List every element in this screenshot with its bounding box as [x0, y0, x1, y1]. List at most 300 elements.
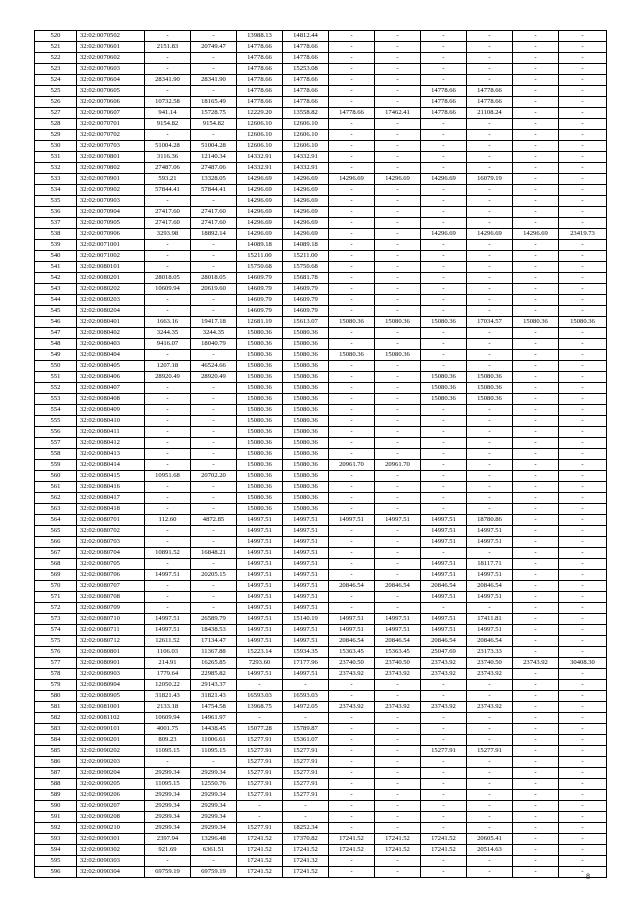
value-cell: 20846.54 [375, 636, 421, 647]
value-cell: 14609.79 [237, 273, 283, 284]
value-cell: 12050.22 [145, 680, 191, 691]
value-cell: - [513, 746, 559, 757]
empty-cell: - [559, 42, 607, 53]
value-cell: 14997.51 [375, 625, 421, 636]
value-cell: 14997.51 [283, 603, 329, 614]
value-cell: - [421, 350, 467, 361]
value-cell: - [513, 647, 559, 658]
value-cell: - [329, 130, 375, 141]
value-cell: - [145, 449, 191, 460]
value-cell: 15080.36 [283, 350, 329, 361]
row-number-cell: 591 [35, 812, 77, 823]
table-row [35, 504, 607, 515]
value-cell: - [191, 394, 237, 405]
value-cell: 14997.51 [237, 636, 283, 647]
value-cell: 23743.92 [467, 669, 513, 680]
value-cell: 15750.68 [237, 262, 283, 273]
value-cell: - [375, 64, 421, 75]
value-cell: - [329, 427, 375, 438]
value-cell: - [375, 559, 421, 570]
value-cell: - [145, 460, 191, 471]
value-cell: 17462.41 [375, 108, 421, 119]
value-cell: - [421, 251, 467, 262]
value-cell: - [513, 603, 559, 614]
cadastral-number-cell: 32:02:0080705 [77, 559, 145, 570]
value-cell: - [329, 812, 375, 823]
value-cell: 14997.51 [421, 515, 467, 526]
value-cell: - [467, 504, 513, 515]
value-cell: 14812.44 [283, 31, 329, 42]
value-cell: 14609.79 [237, 284, 283, 295]
value-cell: - [467, 691, 513, 702]
value-cell: - [513, 592, 559, 603]
table-row [35, 691, 607, 702]
empty-cell: - [559, 174, 607, 185]
empty-cell: - [559, 801, 607, 812]
table-row [35, 394, 607, 405]
value-cell: - [329, 504, 375, 515]
value-cell: - [513, 724, 559, 735]
value-cell: 15211.00 [283, 251, 329, 262]
row-number-cell: 542 [35, 273, 77, 284]
value-cell: 27417.60 [191, 218, 237, 229]
value-cell: - [191, 581, 237, 592]
value-cell: - [191, 64, 237, 75]
row-number-cell: 569 [35, 570, 77, 581]
value-cell: 14296.69 [237, 185, 283, 196]
value-cell: - [375, 262, 421, 273]
cadastral-number-cell: 32:02:0070502 [77, 31, 145, 42]
cadastral-number-cell: 32:02:0090302 [77, 845, 145, 856]
value-cell: - [145, 64, 191, 75]
value-cell: - [421, 295, 467, 306]
table-row [35, 515, 607, 526]
value-cell: 15277.91 [237, 735, 283, 746]
table-row [35, 636, 607, 647]
row-number-cell: 564 [35, 515, 77, 526]
value-cell: 921.69 [145, 845, 191, 856]
value-cell: 12611.52 [145, 636, 191, 647]
value-cell: - [329, 284, 375, 295]
value-cell: 27417.60 [145, 218, 191, 229]
value-cell: 29299.34 [145, 812, 191, 823]
cadastral-number-cell: 32:02:0080701 [77, 515, 145, 526]
value-cell: 10609.94 [145, 284, 191, 295]
table-row [35, 53, 607, 64]
value-cell: - [513, 97, 559, 108]
value-cell: - [513, 284, 559, 295]
value-cell: 15080.36 [513, 317, 559, 328]
empty-cell: - [559, 449, 607, 460]
value-cell: 15080.36 [237, 493, 283, 504]
value-cell: - [421, 504, 467, 515]
value-cell: 15080.36 [237, 427, 283, 438]
value-cell: 14754.58 [191, 702, 237, 713]
value-cell: - [329, 801, 375, 812]
value-cell: 11006.61 [191, 735, 237, 746]
value-cell: 15361.07 [283, 735, 329, 746]
value-cell: - [329, 64, 375, 75]
cadastral-number-cell: 32:02:0070606 [77, 97, 145, 108]
value-cell: - [513, 405, 559, 416]
value-cell: 15681.78 [283, 273, 329, 284]
value-cell: 14997.51 [237, 581, 283, 592]
value-cell: 27417.60 [191, 207, 237, 218]
value-cell: 9416.07 [145, 339, 191, 350]
value-cell: 14778.66 [283, 53, 329, 64]
value-cell: - [513, 526, 559, 537]
cadastral-number-cell: 32:02:0080801 [77, 647, 145, 658]
value-cell: - [375, 493, 421, 504]
value-cell: - [375, 548, 421, 559]
value-cell: - [513, 460, 559, 471]
row-number-cell: 590 [35, 801, 77, 812]
value-cell: 15080.36 [283, 394, 329, 405]
value-cell: 15080.36 [237, 350, 283, 361]
value-cell: - [375, 823, 421, 834]
value-cell: 20702.20 [191, 471, 237, 482]
value-cell: - [145, 537, 191, 548]
cadastral-number-cell: 32:02:0080407 [77, 383, 145, 394]
value-cell: - [467, 603, 513, 614]
value-cell: 14609.79 [283, 306, 329, 317]
value-cell: 13296.48 [191, 834, 237, 845]
cadastral-number-cell: 32:02:0080202 [77, 284, 145, 295]
value-cell: - [283, 801, 329, 812]
table-row [35, 757, 607, 768]
value-cell: - [329, 537, 375, 548]
table-row [35, 108, 607, 119]
value-cell: 15277.91 [283, 746, 329, 757]
cadastral-number-cell: 32:02:0080710 [77, 614, 145, 625]
value-cell: - [513, 449, 559, 460]
cadastral-number-cell: 32:02:0080905 [77, 691, 145, 702]
value-cell: - [467, 75, 513, 86]
value-cell: 12229.20 [237, 108, 283, 119]
value-cell: 18892.14 [191, 229, 237, 240]
empty-cell: - [559, 647, 607, 658]
value-cell: 14997.51 [421, 625, 467, 636]
value-cell: - [375, 592, 421, 603]
value-cell: 15080.36 [237, 372, 283, 383]
value-cell: 10951.68 [145, 471, 191, 482]
value-cell: 20619.60 [191, 284, 237, 295]
value-cell: 17241.52 [237, 845, 283, 856]
cadastral-number-cell: 32:02:0080702 [77, 526, 145, 537]
value-cell: - [145, 31, 191, 42]
empty-cell: - [559, 680, 607, 691]
value-cell: 15211.00 [237, 251, 283, 262]
value-cell: 4001.75 [145, 724, 191, 735]
value-cell: - [513, 515, 559, 526]
value-cell: 15277.91 [237, 768, 283, 779]
value-cell: 1207.18 [145, 361, 191, 372]
empty-cell: - [559, 185, 607, 196]
empty-cell: - [559, 53, 607, 64]
value-cell: 20514.63 [467, 845, 513, 856]
value-cell: 14997.51 [283, 570, 329, 581]
value-cell: 15277.91 [283, 768, 329, 779]
value-cell: - [375, 152, 421, 163]
value-cell: 15080.36 [467, 383, 513, 394]
value-cell: 15253.08 [283, 64, 329, 75]
value-cell: - [513, 570, 559, 581]
value-cell: 214.91 [145, 658, 191, 669]
table-row [35, 658, 607, 669]
value-cell: - [375, 570, 421, 581]
value-cell: 27417.60 [145, 207, 191, 218]
value-cell: - [375, 394, 421, 405]
table-row [35, 856, 607, 867]
empty-cell: - [559, 284, 607, 295]
empty-cell: - [559, 636, 607, 647]
value-cell: 941.14 [145, 108, 191, 119]
value-cell: - [375, 207, 421, 218]
value-cell: - [329, 713, 375, 724]
value-cell: 13328.05 [191, 174, 237, 185]
value-cell: 13988.13 [237, 31, 283, 42]
row-number-cell: 554 [35, 405, 77, 416]
value-cell: - [191, 603, 237, 614]
cadastral-number-cell: 32:02:0070904 [77, 207, 145, 218]
empty-cell: - [559, 746, 607, 757]
table-row [35, 647, 607, 658]
value-cell: - [375, 603, 421, 614]
value-cell: 14778.66 [237, 86, 283, 97]
value-cell: 14778.66 [421, 108, 467, 119]
value-cell: 12606.10 [237, 130, 283, 141]
value-cell: - [145, 86, 191, 97]
value-cell: 9154.82 [191, 119, 237, 130]
value-cell: - [145, 262, 191, 273]
value-cell: - [467, 460, 513, 471]
value-cell: - [375, 229, 421, 240]
value-cell: 28341.90 [145, 75, 191, 86]
value-cell: 14778.66 [237, 53, 283, 64]
value-cell: - [329, 240, 375, 251]
cadastral-number-cell: 32:02:0090204 [77, 768, 145, 779]
value-cell: 15080.36 [283, 405, 329, 416]
row-number-cell: 595 [35, 856, 77, 867]
value-cell: - [513, 548, 559, 559]
value-cell: 25047.69 [421, 647, 467, 658]
row-number-cell: 533 [35, 174, 77, 185]
value-cell: - [513, 713, 559, 724]
table-row [35, 361, 607, 372]
empty-cell: - [559, 86, 607, 97]
value-cell: 3293.98 [145, 229, 191, 240]
table-row [35, 218, 607, 229]
value-cell: - [467, 438, 513, 449]
row-number-cell: 589 [35, 790, 77, 801]
value-cell: - [145, 240, 191, 251]
value-cell: 15728.75 [191, 108, 237, 119]
cadastral-number-cell: 32:02:0080416 [77, 482, 145, 493]
value-cell: - [467, 713, 513, 724]
value-cell: - [191, 416, 237, 427]
value-cell: - [329, 295, 375, 306]
value-cell: - [375, 812, 421, 823]
value-cell: - [191, 559, 237, 570]
value-cell: 17241.52 [421, 834, 467, 845]
empty-cell: - [559, 845, 607, 856]
value-cell: 14997.51 [375, 515, 421, 526]
value-cell: 14997.51 [237, 548, 283, 559]
value-cell: - [329, 867, 375, 878]
empty-cell: - [559, 537, 607, 548]
value-cell: 12681.19 [237, 317, 283, 328]
value-cell: 6361.51 [191, 845, 237, 856]
value-cell: - [145, 438, 191, 449]
value-cell: 17241.52 [375, 834, 421, 845]
value-cell: 15080.36 [237, 471, 283, 482]
value-cell: 28018.05 [145, 273, 191, 284]
table-row [35, 64, 607, 75]
value-cell: - [467, 196, 513, 207]
value-cell: 2397.94 [145, 834, 191, 845]
cadastral-number-cell: 32:02:0090206 [77, 790, 145, 801]
table-row [35, 86, 607, 97]
value-cell: - [375, 42, 421, 53]
value-cell: - [329, 119, 375, 130]
table-row [35, 460, 607, 471]
empty-cell: - [559, 603, 607, 614]
row-number-cell: 558 [35, 449, 77, 460]
value-cell: - [329, 592, 375, 603]
table-row [35, 526, 607, 537]
value-cell: 15080.36 [237, 416, 283, 427]
empty-cell: - [559, 306, 607, 317]
value-cell: 15080.36 [283, 438, 329, 449]
row-number-cell: 537 [35, 218, 77, 229]
value-cell: 14997.51 [237, 669, 283, 680]
value-cell: 14778.66 [467, 86, 513, 97]
cadastral-number-cell: 32:02:0090207 [77, 801, 145, 812]
empty-cell: - [559, 75, 607, 86]
row-number-cell: 524 [35, 75, 77, 86]
value-cell: - [375, 251, 421, 262]
value-cell: 14997.51 [375, 614, 421, 625]
value-cell: - [375, 779, 421, 790]
value-cell: - [191, 526, 237, 537]
value-cell: 23743.92 [421, 658, 467, 669]
table-row [35, 350, 607, 361]
empty-cell: - [559, 119, 607, 130]
value-cell: 23173.33 [467, 647, 513, 658]
row-number-cell: 528 [35, 119, 77, 130]
cadastral-number-cell: 32:02:0080903 [77, 669, 145, 680]
table-body [35, 31, 607, 878]
cadastral-number-cell: 32:02:0080412 [77, 438, 145, 449]
value-cell: 15080.36 [559, 317, 607, 328]
value-cell: 15277.91 [237, 757, 283, 768]
value-cell: 20846.54 [467, 581, 513, 592]
value-cell: - [421, 75, 467, 86]
row-number-cell: 526 [35, 97, 77, 108]
empty-cell: - [559, 262, 607, 273]
value-cell: - [467, 790, 513, 801]
value-cell: - [513, 504, 559, 515]
empty-cell: - [559, 823, 607, 834]
table-row [35, 702, 607, 713]
value-cell: 17241.52 [421, 845, 467, 856]
value-cell: 14997.51 [283, 581, 329, 592]
cadastral-number-cell: 32:02:0070604 [77, 75, 145, 86]
value-cell: 14972.05 [283, 702, 329, 713]
table-row [35, 295, 607, 306]
value-cell: 14997.51 [467, 592, 513, 603]
value-cell: - [421, 801, 467, 812]
value-cell: 14997.51 [421, 559, 467, 570]
value-cell: 14332.91 [237, 163, 283, 174]
value-cell: - [329, 42, 375, 53]
value-cell: 14997.51 [237, 537, 283, 548]
table-row [35, 229, 607, 240]
value-cell: - [191, 240, 237, 251]
cadastral-number-cell: 32:02:0080707 [77, 581, 145, 592]
value-cell: 15080.36 [283, 339, 329, 350]
cadastral-number-cell: 32:02:0080415 [77, 471, 145, 482]
table-row [35, 427, 607, 438]
value-cell: - [375, 427, 421, 438]
empty-cell: - [559, 856, 607, 867]
value-cell: 14296.69 [237, 218, 283, 229]
value-cell: - [329, 449, 375, 460]
cadastral-number-cell: 32:02:0080706 [77, 570, 145, 581]
table-row [35, 416, 607, 427]
value-cell: - [329, 559, 375, 570]
table-row [35, 790, 607, 801]
value-cell: - [375, 438, 421, 449]
value-cell: - [421, 306, 467, 317]
value-cell: - [421, 724, 467, 735]
value-cell: 15080.36 [329, 317, 375, 328]
row-number-cell: 534 [35, 185, 77, 196]
value-cell: 14997.51 [237, 603, 283, 614]
value-cell: - [421, 185, 467, 196]
value-cell: 14778.66 [237, 64, 283, 75]
row-number-cell: 551 [35, 372, 77, 383]
value-cell: - [467, 284, 513, 295]
value-cell: 11095.15 [145, 779, 191, 790]
value-cell: - [421, 361, 467, 372]
value-cell: - [329, 416, 375, 427]
row-number-cell: 562 [35, 493, 77, 504]
value-cell: 7293.60 [237, 658, 283, 669]
value-cell: 14997.51 [283, 559, 329, 570]
value-cell: - [329, 383, 375, 394]
value-cell: - [191, 405, 237, 416]
cadastral-number-cell: 32:02:0090303 [77, 856, 145, 867]
value-cell: - [375, 86, 421, 97]
value-cell: - [329, 196, 375, 207]
value-cell: - [421, 427, 467, 438]
value-cell: 15080.36 [467, 394, 513, 405]
value-cell: - [191, 493, 237, 504]
value-cell: - [421, 449, 467, 460]
row-number-cell: 588 [35, 779, 77, 790]
value-cell: - [513, 174, 559, 185]
value-cell: - [421, 438, 467, 449]
row-number-cell: 527 [35, 108, 77, 119]
table-row [35, 97, 607, 108]
empty-cell: - [559, 691, 607, 702]
empty-cell: - [559, 471, 607, 482]
value-cell: 17241.52 [283, 845, 329, 856]
empty-cell: - [559, 515, 607, 526]
row-number-cell: 546 [35, 317, 77, 328]
table-row [35, 570, 607, 581]
